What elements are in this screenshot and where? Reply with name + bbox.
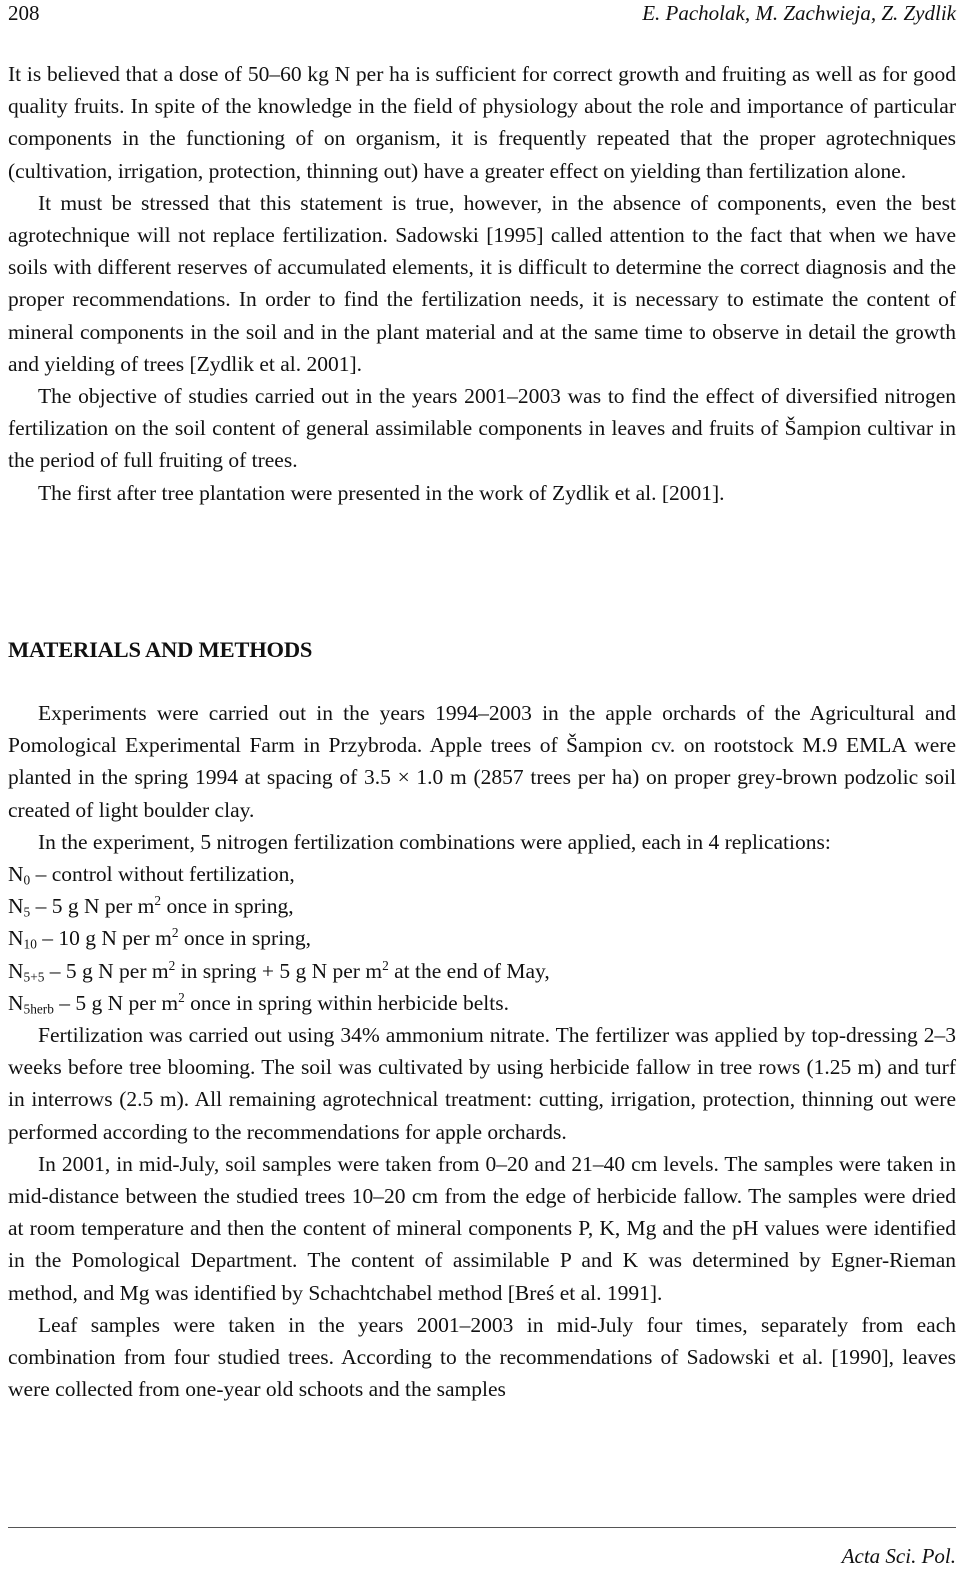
section-heading-materials-and-methods: MATERIALS AND METHODS (8, 637, 313, 662)
treatment-description: – 5 g N per m (30, 894, 155, 919)
treatment-superscript: 2 (168, 957, 176, 973)
treatment-symbol: N (8, 990, 24, 1015)
methods-paragraph-3: Fertilization was carried out using 34% ammonium nitrate. The fertilizer was applied by top-dressing 2–3 weeks before tree blooming. The soil was cultivated by using herbicide fallow in tree rows (1.25 m) and turf in interrows (2.5 m). All remaining agrotechnical treatment: cutting, irrigation, protection, thinning out were performed according to the recommendations for apple orchards. (8, 1023, 956, 1144)
page-number: 208 (8, 1, 40, 25)
running-head (8, 0, 956, 26)
treatment-description-cont: in spring + 5 g N per m (175, 958, 383, 983)
treatment-superscript-2: 2 (382, 957, 389, 973)
methods-paragraph-1: Experiments were carried out in the years 1994–2003 in the apple orchards of the Agricultural and Pomological Experimental Farm in Przybroda. Apple trees of Šampion cv. on rootstock M.9 EMLA were planted in the spring 1994 at spacing of 3.5 × 1.0 m (2857 trees per ha) on proper grey-brown podzolic soil created of light boulder clay. (8, 701, 956, 822)
journal-name: Acta Sci. Pol. (841, 1544, 956, 1568)
treatment-subscript: 0 (23, 872, 31, 888)
treatment-description-end: at the end of May, (388, 958, 550, 983)
treatment-description: – control without fertilization, (30, 862, 295, 887)
treatment-item (8, 987, 956, 1019)
treatment-description-cont: once in spring, (178, 926, 312, 951)
footer-divider (8, 1527, 956, 1528)
treatment-description-cont: once in spring, (161, 894, 294, 919)
methods-paragraph-4: In 2001, in mid-July, soil samples were taken from 0–20 and 21–40 cm levels. The samples were taken in mid-distance between the studied trees 10–20 cm from the edge of herbicide fallow. The samples were dried at room temperature and then the content of mineral components P, K, Mg and the pH values were identified in the Pomological Department. The content of assimilable P and K was determined by Egner-Rieman method, and Mg was identified by Schachtchabel method [Breś et al. 1991]. (8, 1151, 956, 1305)
treatment-symbol: N (8, 862, 24, 887)
treatment-symbol: N (8, 894, 24, 919)
treatment-subscript: 5 (23, 904, 31, 920)
introduction-section (8, 58, 956, 509)
treatment-symbol: N (8, 926, 24, 951)
treatment-item (8, 858, 956, 890)
treatment-item (8, 922, 956, 954)
methods-paragraph-5: Leaf samples were taken in the years 2001–2003 in mid-July four times, separately from each combination from four studied trees. According to the recommendations of Sadowski et al. [1990], leaves were collected from one-year old schoots and the samples (8, 1312, 956, 1402)
treatment-description: – 5 g N per m (53, 990, 179, 1015)
treatment-superscript: 2 (178, 989, 185, 1005)
intro-paragraph-1: It is believed that a dose of 50–60 kg N per ha is sufficient for correct growth and fruiting as well as for good quality fruits. In spite of the knowledge in the field of physiology about the role and importance of particular components in the functioning of on organism, it is frequently repeated that the proper agrotechniques (cultivation, irrigation, protection, thinning out) have a greater effect on yielding than fertilization alone. (8, 62, 956, 183)
treatment-subscript: 5+5 (23, 968, 45, 984)
treatment-symbol: N (8, 958, 24, 983)
treatment-item (8, 890, 956, 922)
intro-paragraph-4: The first after tree plantation were presented in the work of Zydlik et al. [2001]. (38, 480, 725, 505)
intro-paragraph-3: The objective of studies carried out in the years 2001–2003 was to find the effect of diversified nitrogen fertilization on the soil content of general assimilable components in leaves and fruits of Šampion cultivar in the period of full fruiting of trees. (8, 384, 956, 473)
running-head-authors: E. Pacholak, M. Zachwieja, Z. Zydlik (642, 1, 956, 25)
treatment-description: – 5 g N per m (44, 958, 169, 983)
treatment-description: – 10 g N per m (36, 926, 172, 951)
intro-paragraph-2: It must be stressed that this statement is true, however, in the absence of components, even the best agrotechnique will not replace fertilization. Sadowski [1995] called attention to the fact that when we have soils with different reserves of accumulated elements, it is difficult to determine the correct diagnosis and the proper recommendations. In order to find the fertilization needs, it is necessary to estimate the content of mineral components in the soil and in the plant material and at the same time to observe in detail the growth and yielding of trees [Zydlik et al. 2001]. (8, 190, 956, 376)
methods-section (8, 697, 956, 1405)
treatment-superscript: 2 (154, 893, 162, 909)
treatment-subscript: 5herb (23, 1001, 54, 1017)
methods-paragraph-2: In the experiment, 5 nitrogen fertilization combinations were applied, each in 4 replications: (38, 829, 831, 854)
treatment-superscript: 2 (171, 925, 179, 941)
treatment-description-cont: once in spring within herbicide belts. (184, 990, 509, 1015)
treatment-item (8, 955, 956, 987)
treatment-subscript: 10 (23, 936, 37, 952)
